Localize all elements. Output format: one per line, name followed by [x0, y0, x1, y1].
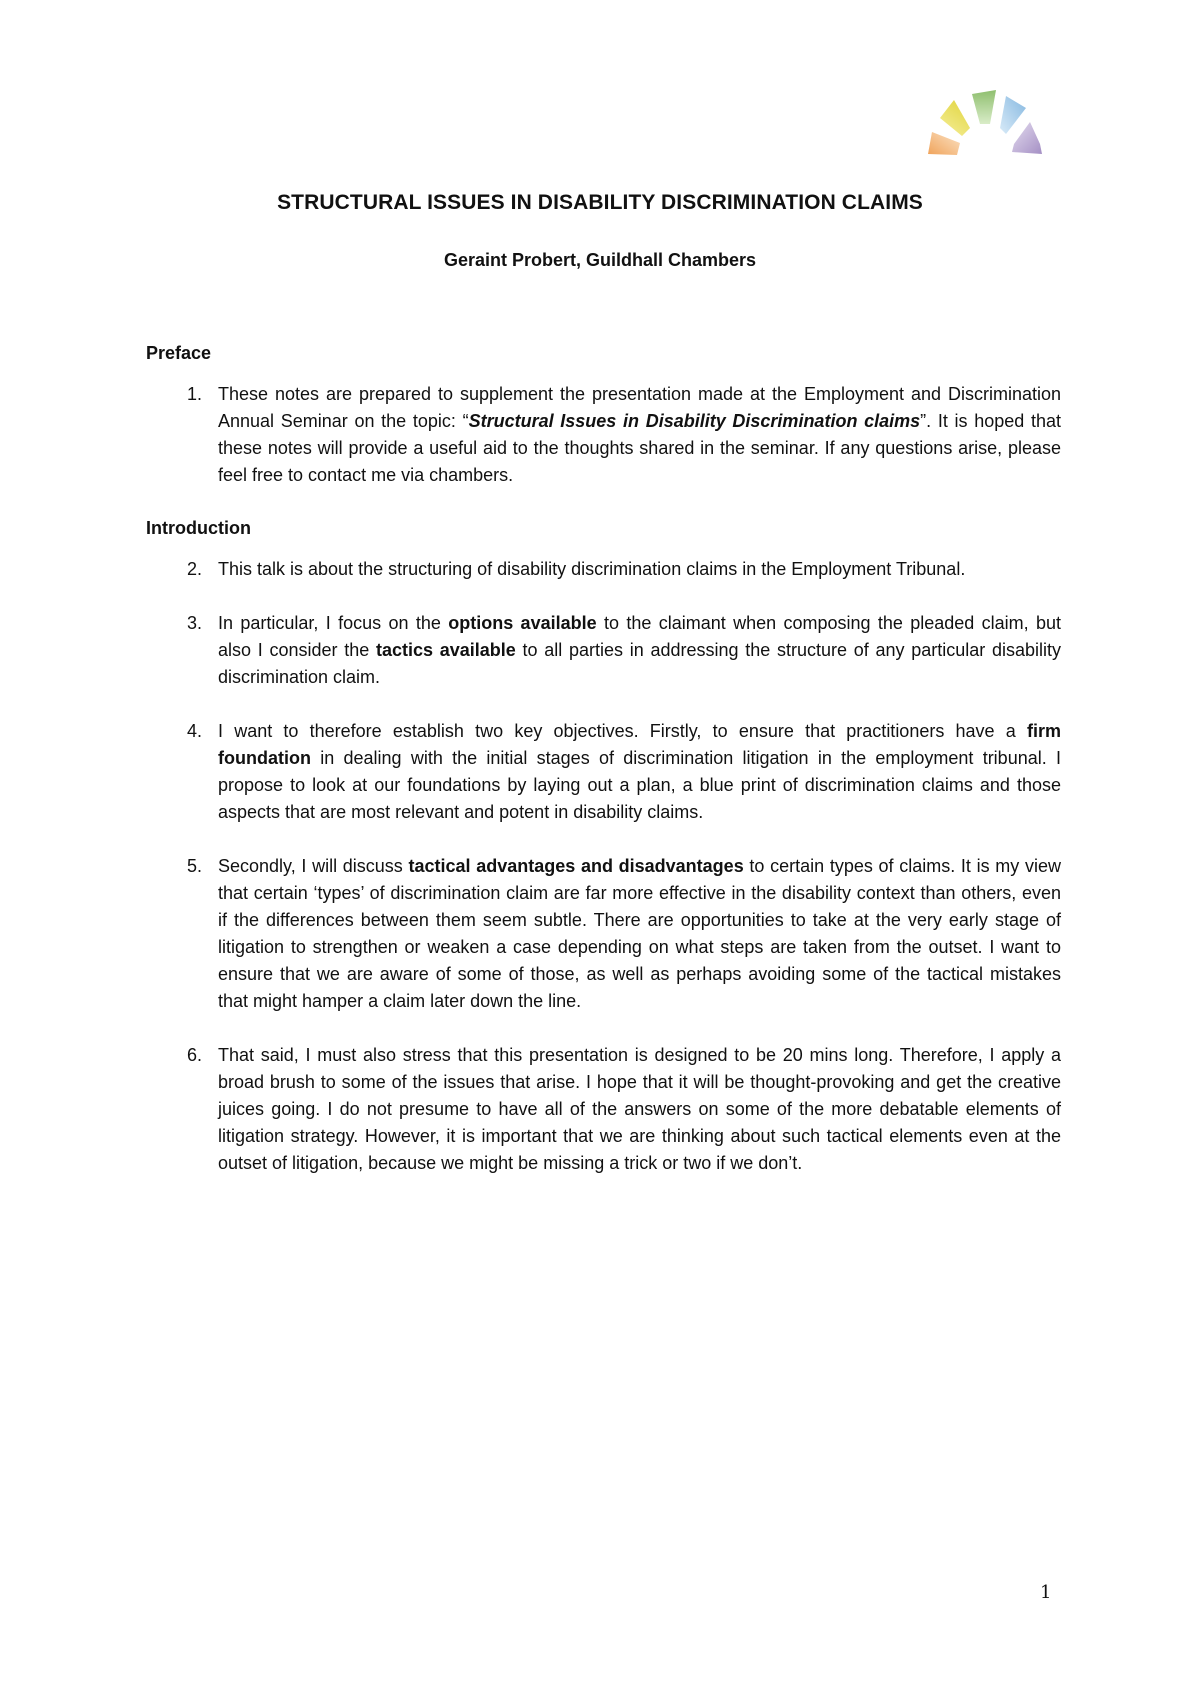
list-item-text: That said, I must also stress that this presentation is designed to be 20 mins long. Therefore, I apply a broad brush to some of the issues that arise. I hope that it will be thought-provoking and get the creative juices going. I do not presume to have all of the answers on some of the more debatable elements of litigation strategy. However, it is important that we are thinking about such tactical elements even at the outset of litigation, because we might be missing a trick or two if we don’t.	[218, 1045, 1061, 1173]
logo-segment-orange	[928, 132, 960, 155]
list-item	[146, 381, 1061, 489]
list-item-number: 3.	[186, 613, 202, 633]
document-body	[146, 340, 1061, 1177]
emphasis-text: firm foundation	[218, 721, 1061, 768]
list-item-text: This talk is about the structuring of disability discrimination claims in the Employment Tribunal.	[218, 559, 966, 579]
logo-segment-purple	[1012, 122, 1042, 154]
document-title: STRUCTURAL ISSUES IN DISABILITY DISCRIMINATION CLAIMS	[277, 191, 923, 214]
list-item	[146, 853, 1061, 1015]
emphasis-text: tactics available	[375, 640, 516, 660]
list-item-number: 4.	[186, 721, 202, 741]
list-item-number: 5.	[186, 856, 202, 876]
list-item-number: 1.	[186, 384, 202, 404]
document-author: Geraint Probert, Guildhall Chambers	[443, 250, 757, 270]
list-item	[146, 610, 1061, 691]
section-heading-preface: Preface	[146, 343, 212, 363]
rainbow-arc-logo	[922, 88, 1052, 160]
list-item-text: Secondly, I will discuss tactical advantages and disadvantages to certain types of claims. It is my view that certain ‘types’ of discrimination claim are far more effective in the disability context than others, even if the differences between them seem subtle. There are opportunities to take at the very early stage of litigation to strengthen or weaken a case depending on what steps are taken from the outset. I want to ensure that we are aware of some of those, as well as perhaps avoiding some of the tactical mistakes that might hamper a claim later down the line.	[218, 856, 1061, 1011]
list-item	[146, 556, 1061, 583]
emphasis-text: Structural Issues in Disability Discrimination claims	[468, 411, 921, 431]
list-item-text: In particular, I focus on the options available to the claimant when composing the pleaded claim, but also I consider the tactics available to all parties in addressing the structure of any particular disability discrimination claim.	[218, 613, 1061, 687]
logo-segment-blue	[1000, 96, 1026, 134]
logo-segment-green	[972, 90, 996, 124]
list-item-number: 2.	[186, 559, 202, 579]
emphasis-text: tactical advantages and disadvantages	[408, 856, 744, 876]
list-item	[146, 718, 1061, 826]
list-item-text: These notes are prepared to supplement the presentation made at the Employment and Discrimination Annual Seminar on the topic: “Structural Issues in Disability Discrimination claims”. It is hoped that these notes will provide a useful aid to the thoughts shared in the seminar. If any questions arise, please feel free to contact me via chambers.	[218, 384, 1061, 485]
list-item	[146, 1042, 1061, 1177]
logo-segment-yellow	[940, 100, 970, 136]
list-item-text: I want to therefore establish two key objectives. Firstly, to ensure that practitioners have a firm foundation in dealing with the initial stages of discrimination litigation in the employment tribunal. I propose to look at our foundations by laying out a plan, a blue print of discrimination claims and those aspects that are most relevant and potent in disability claims.	[218, 721, 1061, 822]
section-heading-introduction: Introduction	[146, 518, 251, 538]
list-item-number: 6.	[186, 1045, 202, 1065]
emphasis-text: options available	[448, 613, 597, 633]
page-number: 1	[1040, 1582, 1052, 1603]
